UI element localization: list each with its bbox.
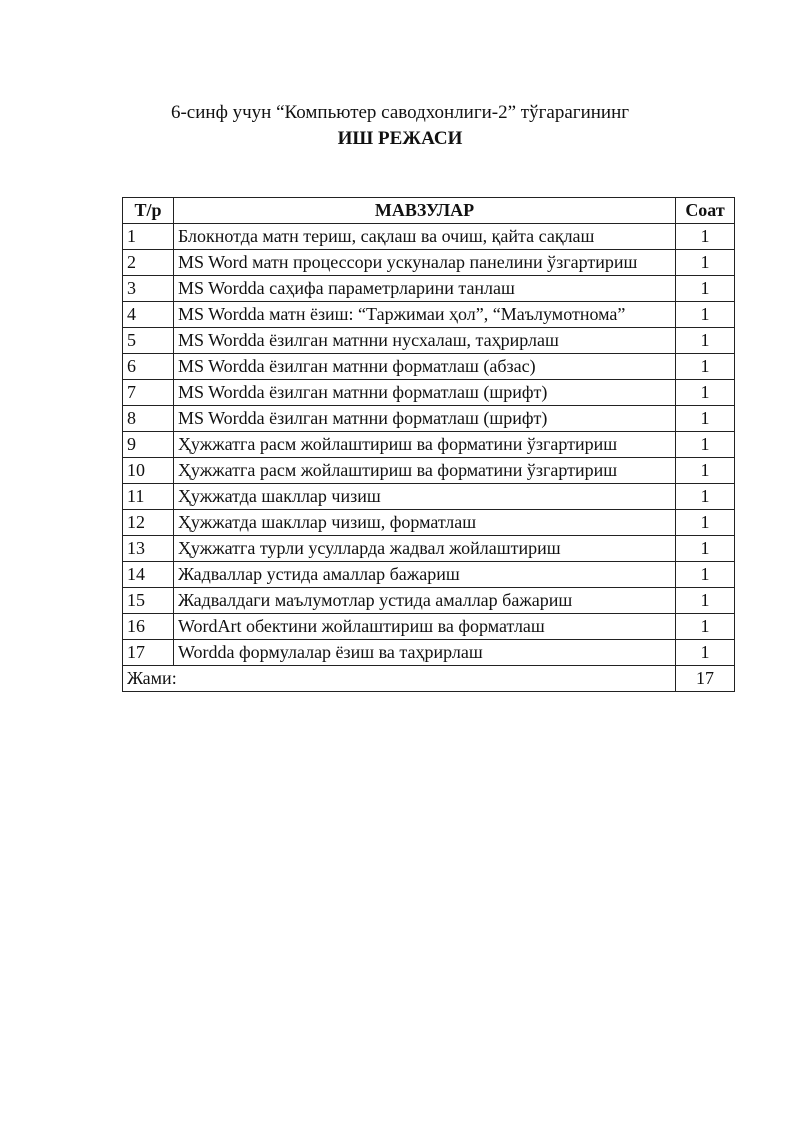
- row-number: 1: [123, 224, 174, 250]
- row-number: 17: [123, 640, 174, 666]
- table-row: [123, 250, 735, 276]
- column-header-topics: МАВЗУЛАР: [173, 198, 675, 224]
- row-number: 5: [123, 328, 174, 354]
- table-row: [123, 536, 735, 562]
- row-hours: 1: [676, 484, 735, 510]
- row-topic: Ҳужжатга расм жойлаштириш ва форматини ўзгартириш: [173, 432, 675, 458]
- table-body: [123, 224, 735, 666]
- table-row: [123, 614, 735, 640]
- column-header-hours: Соат: [676, 198, 735, 224]
- row-topic: Wordda формулалар ёзиш ва таҳрирлаш: [173, 640, 675, 666]
- row-hours: 1: [676, 588, 735, 614]
- table-row: [123, 640, 735, 666]
- row-number: 9: [123, 432, 174, 458]
- row-topic: WordArt обектини жойлаштириш ва форматлаш: [173, 614, 675, 640]
- row-number: 11: [123, 484, 174, 510]
- row-hours: 1: [676, 536, 735, 562]
- row-number: 6: [123, 354, 174, 380]
- row-hours: 1: [676, 640, 735, 666]
- row-topic: MS Wordda ёзилган матнни форматлаш (абзас): [173, 354, 675, 380]
- row-number: 7: [123, 380, 174, 406]
- row-topic: MS Wordda ёзилган матнни форматлаш (шрифт): [173, 380, 675, 406]
- row-hours: 1: [676, 354, 735, 380]
- row-hours: 1: [676, 562, 735, 588]
- total-label: Жами:: [123, 666, 676, 692]
- row-topic: Жадваллар устида амаллар бажариш: [173, 562, 675, 588]
- table-row: [123, 328, 735, 354]
- table-row: [123, 380, 735, 406]
- table-row: [123, 458, 735, 484]
- row-number: 16: [123, 614, 174, 640]
- document-subtitle: 6-синф учун “Компьютер саводхонлиги-2” тўгарагининг: [170, 102, 630, 123]
- table-row: [123, 588, 735, 614]
- table-row: [123, 302, 735, 328]
- table-header-row: [123, 198, 735, 224]
- row-topic: MS Wordda ёзилган матнни форматлаш (шрифт): [173, 406, 675, 432]
- row-topic: MS Wordda ёзилган матнни нусхалаш, таҳрирлаш: [173, 328, 675, 354]
- table-row: [123, 354, 735, 380]
- row-number: 3: [123, 276, 174, 302]
- table-row: [123, 432, 735, 458]
- row-hours: 1: [676, 380, 735, 406]
- row-hours: 1: [676, 224, 735, 250]
- row-hours: 1: [676, 614, 735, 640]
- row-topic: Ҳужжатда шакллар чизиш: [173, 484, 675, 510]
- row-hours: 1: [676, 276, 735, 302]
- row-topic: Ҳужжатда шакллар чизиш, форматлаш: [173, 510, 675, 536]
- row-hours: 1: [676, 302, 735, 328]
- table-row: [123, 276, 735, 302]
- table-row: [123, 406, 735, 432]
- total-value: 17: [676, 666, 735, 692]
- row-topic: Ҳужжатга турли усулларда жадвал жойлаштириш: [173, 536, 675, 562]
- row-topic: MS Word матн процессори ускуналар панелини ўзгартириш: [173, 250, 675, 276]
- row-number: 14: [123, 562, 174, 588]
- row-hours: 1: [676, 458, 735, 484]
- row-hours: 1: [676, 250, 735, 276]
- row-number: 15: [123, 588, 174, 614]
- table-row: [123, 510, 735, 536]
- row-number: 13: [123, 536, 174, 562]
- row-topic: Блокнотда матн териш, сақлаш ва очиш, қайта сақлаш: [173, 224, 675, 250]
- row-topic: MS Wordda саҳифа параметрларини танлаш: [173, 276, 675, 302]
- row-topic: MS Wordda матн ёзиш: “Таржимаи ҳол”, “Маълумотнома”: [173, 302, 675, 328]
- table-row: [123, 484, 735, 510]
- row-hours: 1: [676, 510, 735, 536]
- column-header-number: Т/р: [123, 198, 174, 224]
- row-number: 10: [123, 458, 174, 484]
- row-topic: Жадвалдаги маълумотлар устида амаллар бажариш: [173, 588, 675, 614]
- row-hours: 1: [676, 432, 735, 458]
- row-number: 12: [123, 510, 174, 536]
- table-row: [123, 562, 735, 588]
- row-number: 2: [123, 250, 174, 276]
- row-hours: 1: [676, 328, 735, 354]
- table-total-row: [123, 666, 735, 692]
- row-hours: 1: [676, 406, 735, 432]
- work-plan-table: [122, 197, 735, 692]
- row-number: 4: [123, 302, 174, 328]
- row-number: 8: [123, 406, 174, 432]
- document-title: ИШ РЕЖАСИ: [337, 128, 463, 149]
- row-topic: Ҳужжатга расм жойлаштириш ва форматини ўзгартириш: [173, 458, 675, 484]
- table-row: [123, 224, 735, 250]
